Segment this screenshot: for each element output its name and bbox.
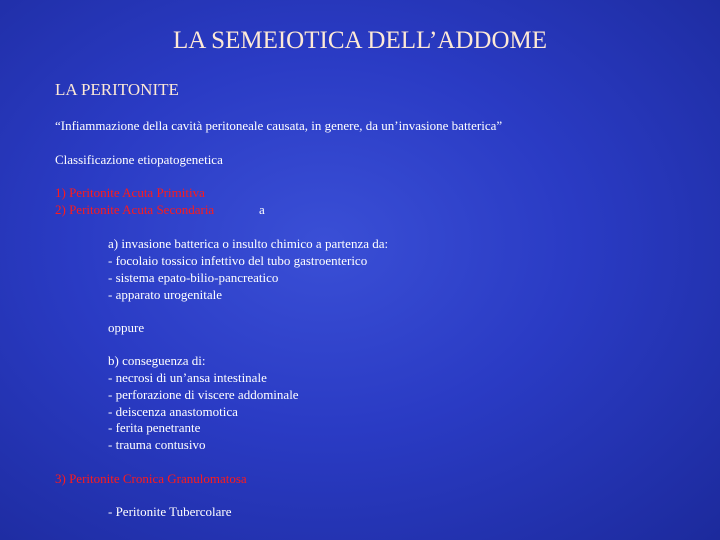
chronic-item: - Peritonite Tubercolare xyxy=(108,504,232,519)
cause-b-item: - trauma contusivo xyxy=(108,437,206,452)
cause-b-item: - ferita penetrante xyxy=(108,420,201,435)
or-label: oppure xyxy=(108,320,145,335)
cause-a-item: - focolaio tossico infettivo del tubo gastroenterico xyxy=(108,253,368,268)
cause-b-heading: b) conseguenza di: xyxy=(108,353,206,368)
cause-b-item: - necrosi di un’ansa intestinale xyxy=(108,370,267,385)
secondary-suffix: a xyxy=(259,202,265,217)
section-subtitle: LA PERITONITE xyxy=(55,80,179,99)
type-acute-primary: 1) Peritonite Acuta Primitiva xyxy=(55,185,205,200)
cause-a-item: - apparato urogenitale xyxy=(108,287,223,302)
cause-a-heading: a) invasione batterica o insulto chimico a partenza da: xyxy=(108,236,389,251)
type-acute-secondary: 2) Peritonite Acuta Secondaria xyxy=(55,202,215,217)
cause-b-item: - perforazione di viscere addominale xyxy=(108,387,299,402)
cause-b-item: - deiscenza anastomotica xyxy=(108,404,238,419)
slide-title: LA SEMEIOTICA DELL’ADDOME xyxy=(172,27,548,54)
type-chronic-granulomatous: 3) Peritonite Cronica Granulomatosa xyxy=(55,471,247,486)
cause-a-item: - sistema epato-bilio-pancreatico xyxy=(108,270,279,285)
classification-heading: Classificazione etiopatogenetica xyxy=(55,152,223,167)
definition-text: “Infiammazione della cavità peritoneale causata, in genere, da un’invasione batterica” xyxy=(55,118,503,133)
